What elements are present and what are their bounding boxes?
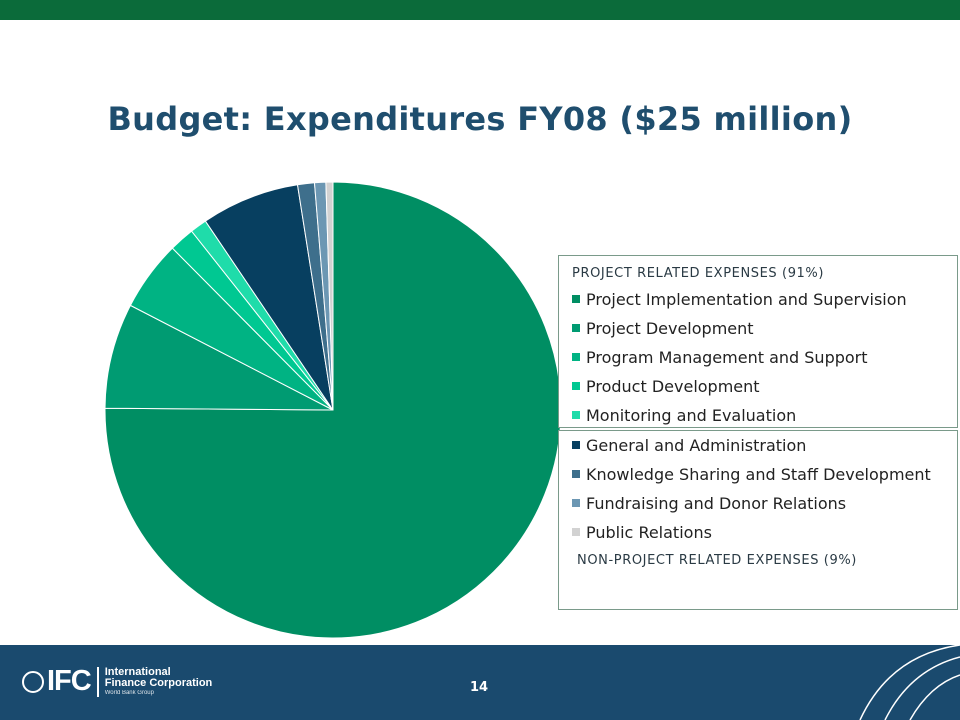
legend-swatch [572,470,580,478]
logo-line-3: World Bank Group [104,689,154,696]
legend-item [572,404,796,426]
legend-label: Fundraising and Donor Relations [586,493,847,513]
legend-nonproject-title: NON-PROJECT RELATED EXPENSES (9%) [577,553,857,568]
legend-item [572,434,806,456]
legend-label: Knowledge Sharing and Staff Development [586,464,931,484]
legend-label: Project Development [586,318,754,338]
legend-label: Product Development [586,376,760,396]
legend-item [572,375,760,397]
logo-mark: IFC [47,665,91,697]
decorative-curves [830,645,960,720]
legend-item [572,492,846,514]
legend-item [572,346,868,368]
legend-swatch [572,295,580,303]
legend-item [572,288,907,310]
legend-label: Monitoring and Evaluation [586,405,797,425]
legend-swatch [572,499,580,507]
legend-swatch [572,441,580,449]
legend-project-title: PROJECT RELATED EXPENSES (91%) [572,266,825,281]
legend-swatch [572,382,580,390]
legend-item [572,521,712,543]
legend-label: Program Management and Support [586,347,868,367]
slide-title: Budget: Expenditures FY08 ($25 million) [107,100,853,138]
legend-swatch [572,528,580,536]
logo-line-2: Finance Corporation [104,677,213,690]
legend-project-group [558,255,958,428]
legend-nonproject-group [558,430,958,610]
legend-swatch [572,353,580,361]
legend-label: General and Administration [586,435,807,455]
footer-bar [0,645,960,720]
legend-swatch [572,324,580,332]
legend-swatch [572,411,580,419]
legend-item [572,317,754,339]
legend-label: Project Implementation and Supervision [586,289,907,309]
page-number: 14 [470,680,489,695]
ifc-logo [22,665,212,698]
globe-icon [22,671,44,693]
legend-label: Public Relations [586,522,712,542]
logo-text [105,667,213,696]
legend-item [572,463,931,485]
logo-line-1: International [104,665,171,678]
logo-divider [97,667,99,697]
